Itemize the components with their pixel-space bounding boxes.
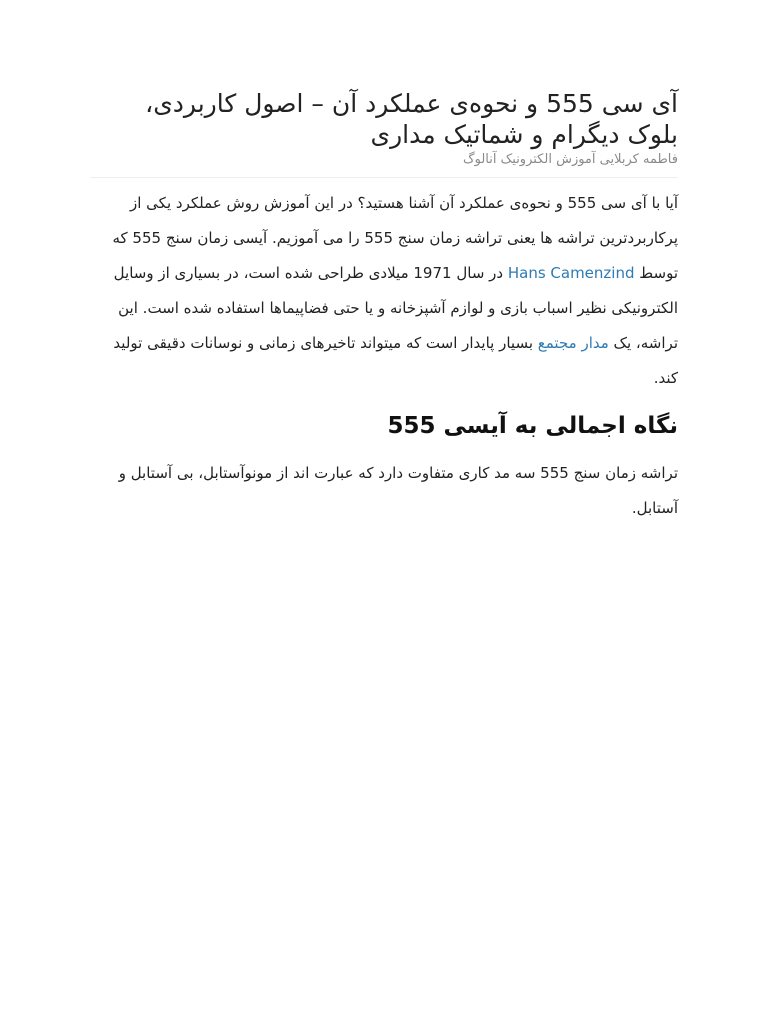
hans-camenzind-link[interactable]: Hans Camenzind: [507, 264, 635, 282]
section-heading-overview: نگاه اجمالی به آیسی 555: [387, 413, 678, 439]
byline-author[interactable]: فاطمه کربلایی: [599, 152, 678, 167]
article: [90, 88, 678, 526]
byline-category[interactable]: آموزش الکترونیک آنالوگ: [463, 152, 596, 167]
article-title: آی سی 555 و نحوه‌ی عملکرد آن – اصول کاربردی، بلوک دیگرام و شماتیک مداری: [145, 89, 678, 149]
intro-text-part3: بسیار پایدار است که میتواند تاخیرهای زمانی و نوسانات دقیقی تولید کند.: [113, 334, 678, 387]
intro-paragraph: [90, 186, 678, 396]
intro-text-part1: آیا با آی سی 555 و نحوه‌ی عملکرد آن آشنا هستید؟ در این آموزش روش عملکرد یکی از پرکاربردترین تراشه ها یعنی تراشه زمان سنج 555 را می آموزیم. آیسی زمان سنج 555 که توسط: [112, 194, 678, 282]
integrated-circuit-link[interactable]: مدار مجتمع: [537, 334, 609, 352]
intro-text-part2: در سال 1971 میلادی طراحی شده است، در بسیاری از وسایل الکترونیکی نظیر اسباب بازی و لوازم آشپزخانه و یا حتی فضاپیماها استفاده شده است. این تراشه، یک: [113, 264, 678, 352]
article-byline: [90, 151, 678, 169]
overview-paragraph: تراشه زمان سنج 555 سه مد کاری متفاوت دارد که عبارت اند از مونوآستابل، بی آستابل و آستابل.: [118, 464, 678, 517]
header-divider: [90, 177, 678, 178]
